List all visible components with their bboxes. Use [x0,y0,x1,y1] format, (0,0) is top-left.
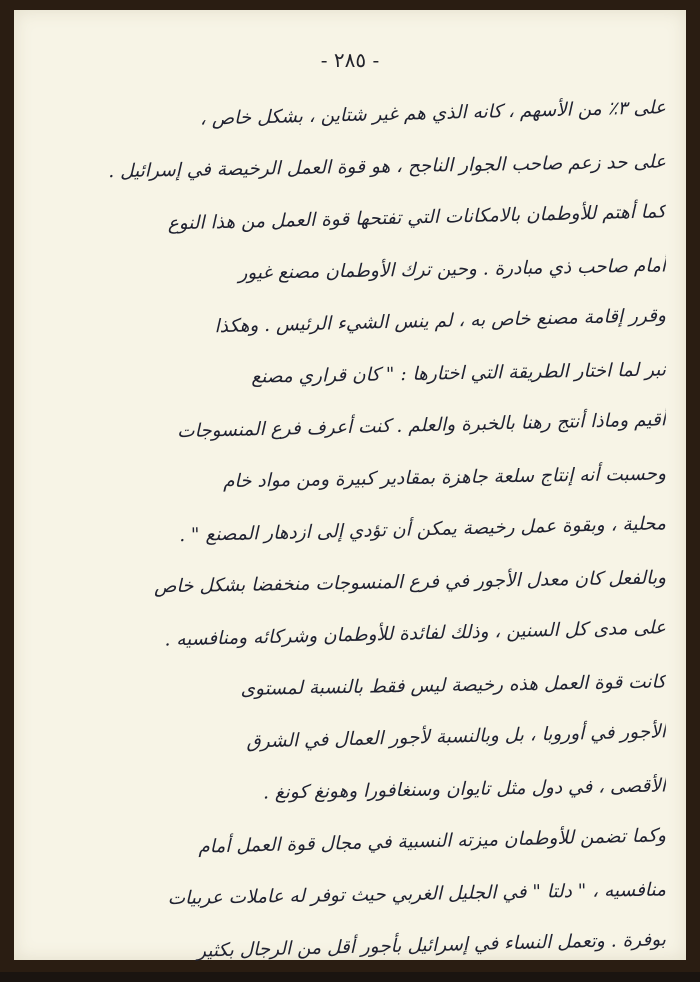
text-line: بوفرة . وتعمل النساء في إسرائيل بأجور أقل من الرجال بكثير [196,929,667,962]
text-line: وحسبت أنه إنتاج سلعة جاهزة بمقادير كبيرة ومن مواد خام [222,463,667,493]
text-line: كانت قوة العمل هذه رخيصة ليس فقط بالنسبة لمستوى [240,671,667,700]
handwritten-text-block [30,90,666,974]
text-line: وقرر إقامة مصنع خاص به ، لم ينس الشيء الرئيس . وهكذا [214,305,667,338]
text-line: على مدى كل السنين ، وذلك لفائدة للأوطمان وشركائه ومنافسيه . [164,617,667,651]
text-line: على ٣٪ من الأسهم ، كانه الذي هم غير شتاين ، بشكل خاص ، [199,97,667,130]
text-line: محلية ، وبقوة عمل رخيصة يمكن أن تؤدي إلى ازدهار المصنع " . [178,513,667,547]
text-line: أمام صاحب ذي مبادرة . وحين ترك الأوطمان مصنع غيور [238,255,667,284]
page-number: - ٢٨٥ - [320,48,380,72]
text-line: نبر لما اختار الطريقة التي اختارها : " كان قراري مصنع [251,359,667,388]
text-line: كما أهتم للأوطمان بالامكانات التي تفتحها قوة العمل من هذا النوع [167,201,667,235]
text-line: منافسيه ، " دلتا " في الجليل الغربي حيث توفر له عاملات عربيات [167,879,667,910]
text-line: أقيم وماذا أنتج رهنا بالخبرة والعلم . كنت أعرف فرع المنسوجات [176,409,667,443]
text-line: وكما تضمن للأوطمان ميزته النسبية في مجال قوة العمل أمام [197,825,667,858]
text-line: وبالفعل كان معدل الأجور في فرع المنسوجات منخفضا بشكل خاص [153,567,667,598]
text-line: الأجور في أوروبا ، بل وبالنسبة لأجور العمال في الشرق [246,721,667,753]
manuscript-page [14,10,686,960]
text-line: الأقصى ، في دول مثل تايوان وسنغافورا وهونغ كونغ . [262,775,667,804]
text-line: على حد زعم صاحب الجوار الناجح ، هو قوة العمل الرخيصة في إسرائيل . [108,151,667,183]
